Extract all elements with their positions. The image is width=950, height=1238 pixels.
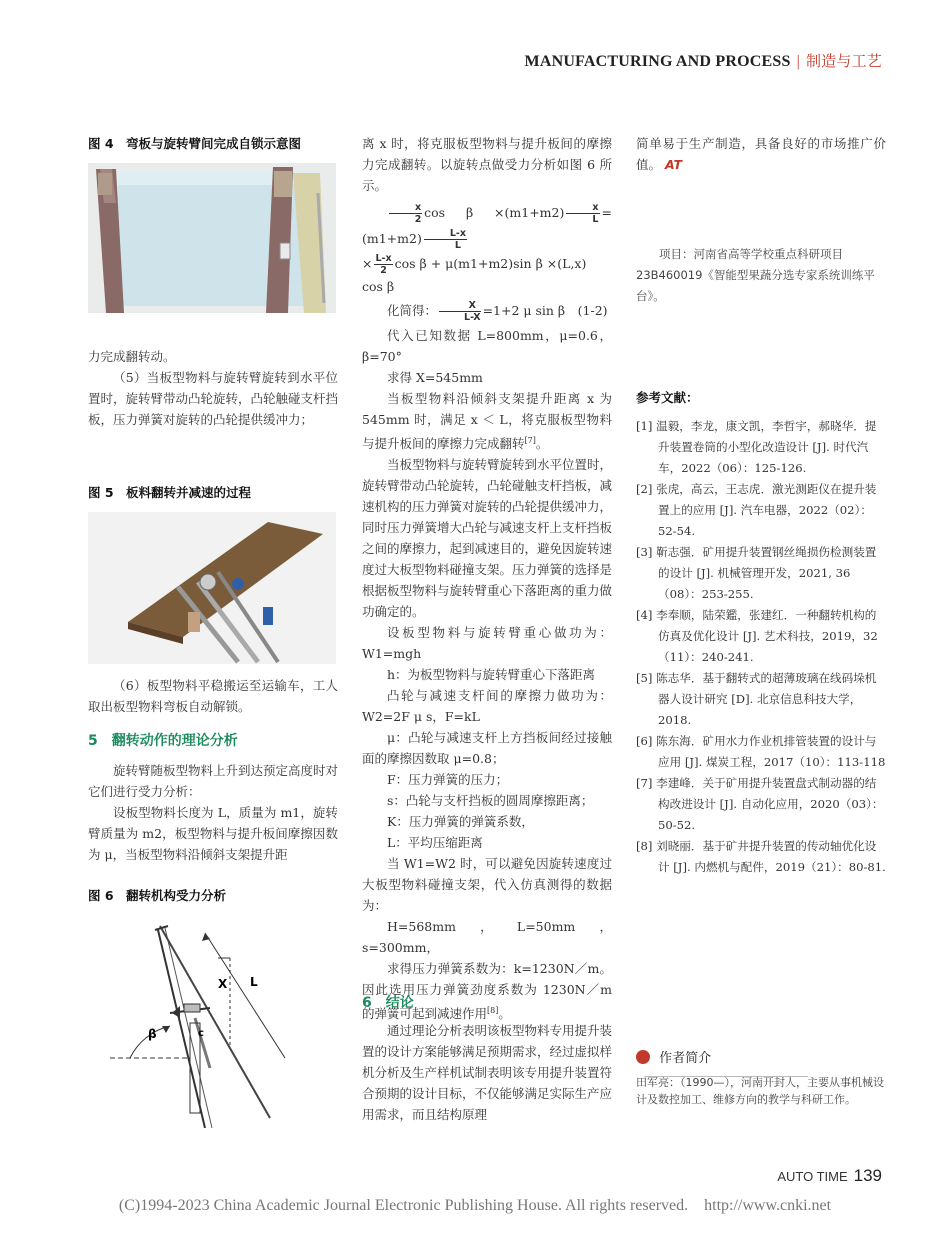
paragraph: 力完成翻转动。: [88, 349, 176, 364]
figure-5-image: [88, 512, 336, 664]
author-heading: 作者简介: [659, 1051, 712, 1066]
reference-item: [6] 陈东海．矿用水力作业机排管装置的设计与应用 [J]. 煤炭工程，2017（10）：113-118: [636, 734, 886, 769]
fraction: $\frac{L-x}{2}$: [375, 253, 392, 276]
column-1-body-b: [88, 675, 338, 717]
references-title: 参考文献：: [636, 390, 699, 405]
paragraph: 凸轮与减速支杆间的摩擦力做功为：W2=2F μ s，F=kL: [362, 688, 612, 725]
label-x: X: [218, 977, 228, 991]
equation-1: $\frac{x}{2}$ cos β ×(m1+m2) $\frac{x}{L}$ =(m1+m2) $\frac{L-x}{L}$: [362, 202, 612, 251]
header-separator: |: [796, 53, 800, 70]
fraction: $\frac{x}{2}$: [389, 202, 422, 225]
reference-item: [2] 张虎，高云，王志虎．激光测距仪在提升装置上的应用 [J]. 汽车电器，2022（02）：52-54.: [636, 482, 877, 538]
paragraph: 离 x 时，将克服板型物料与提升板间的摩擦力完成翻转。以旋转点做受力分析如图 6 所示。: [362, 136, 612, 193]
column-1-body-c: [88, 760, 338, 865]
end-mark-logo: AT: [665, 157, 683, 172]
paragraph: 简单易于生产制造，具备良好的市场推广价值。 AT: [636, 136, 886, 172]
section-5-heading: 5 翻转动作的理论分析: [88, 733, 238, 749]
reference-item: [8] 刘晓丽．基于矿井提升装置的传动轴优化设计 [J]. 内燃机与配件，2019（21）：80-81.: [636, 839, 886, 874]
label-l: L: [250, 975, 258, 989]
column-1: [88, 133, 338, 154]
paragraph: 设板型物料长度为 L，质量为 m1，旋转臂质量为 m2，板型物料与提升板间摩擦因数为 μ，当板型物料沿倾斜支架提升距: [88, 805, 338, 862]
label-beta: β: [148, 1027, 157, 1041]
reference-item: [5] 陈志华．基于翻转式的超薄玻璃在线码垛机器人设计研究 [D]. 北京信息科技大学，2018.: [636, 671, 877, 727]
journal-title-en: MANUFACTURING AND PROCESS: [524, 53, 791, 70]
column-3: [636, 133, 886, 175]
author-bio: 田军亮：（1990—），河南开封人，主要从事机械设计及数控加工、维修方向的教学与科研工作。: [636, 1076, 884, 1106]
reference-item: [3] 靳志强．矿用提升装置钢丝绳损伤检测装置的设计 [J]. 机械管理开发，2021, 36（08）：253-255.: [636, 545, 877, 601]
paragraph: 通过理论分析表明该板型物料专用提升装置的设计方案能够满足预期需求，经过虚拟样机分析及生产样机试制表明该专用提升装置符合预期的设计目标，不仅能够满足实际生产应用需求，而且结构原理: [362, 1023, 613, 1122]
paragraph: 求得 X=545mm: [387, 370, 483, 385]
author-icon: [636, 1050, 650, 1064]
magazine-name: AUTO TIME: [777, 1169, 848, 1184]
figure-6-diagram: [110, 918, 340, 1128]
page-footer: [777, 1166, 882, 1186]
column-1-body-a: [88, 346, 338, 430]
paragraph: 当 W1=W2 时，可以避免因旋转速度过大板型物料碰撞支架，代入仿真测得的数据为：: [362, 856, 612, 914]
paragraph: 当板型物料沿倾斜支架提升距离 x 为 545mm 时，满足 x ＜ L，将克服板型物料与提升板间的摩擦力完成翻转[7]。: [362, 391, 612, 452]
paragraph: （6）板型物料平稳搬运至运输车，工人取出板型物料弯板自动解锁。: [88, 678, 338, 714]
equation-2: 化简得： $\frac{X}{L-X}$ =1+2 μ sin β (1-2): [387, 300, 608, 323]
paragraph: μ：凸轮与减速支杆上方挡板间经过接触面的摩擦因数取 μ=0.8；: [362, 730, 612, 767]
journal-title-cn: 制造与工艺: [805, 52, 882, 70]
section-6-heading: 6 结论: [362, 995, 414, 1011]
project-note: 项目：河南省高等学校重点科研项目 23B460019《智能型果蔬分选专家系统训练平台》。: [636, 247, 875, 303]
references-list: [636, 416, 886, 878]
paragraph: s：凸轮与支杆挡板的圆周摩擦距离；: [387, 793, 594, 809]
paragraph: L：平均压缩距离: [387, 835, 483, 851]
paragraph: 当板型物料与旋转臂旋转到水平位置时，旋转臂带动凸轮旋转，凸轮碰触支杆挡板，减速机构的压力弹簧对旋转的凸轮提供缓冲力，同时压力弹簧增大凸轮与减速支杆上支杆挡板之间的摩擦力，起到减速目的，避免因旋转速度过大板型物料碰撞支架。压力弹簧的选择是根据板型物料与旋转臂重心下落距离的重力做功确定的。: [362, 457, 613, 620]
copyright-line: (C)1994-2023 China Academic Journal Electronic Publishing House. All rights reserved. http://www.cnki.net: [118, 1197, 832, 1214]
paragraph: h：为板型物料与旋转臂重心下落距离: [387, 667, 596, 683]
reference-item: [1] 温毅，李龙，康文凯，李哲宇，郝晓华．提升装置卷筒的小型化改造设计 [J]. 时代汽车，2022（06）：125-126.: [636, 419, 877, 475]
fraction: $\frac{L-x}{L}$: [424, 228, 467, 251]
figure-6-caption: 图 6 翻转机构受力分析: [88, 888, 227, 903]
reference-item: [7] 李建峰．关于矿用提升装置盘式制动器的结构改进设计 [J]. 自动化应用，2020（03）：50-52.: [636, 776, 884, 832]
figure-4-image: [88, 163, 336, 313]
equation-1-line-3: cos β: [362, 279, 395, 294]
equation-1-line-2: × $\frac{L-x}{2}$ cos β + μ(m1+m2)sin β ×(L,x): [362, 253, 587, 276]
paragraph: 旋转臂随板型物料上升到达预定高度时对它们进行受力分析：: [88, 763, 339, 799]
paragraph: 求得压力弹簧系数为：k=1230N／m。因此选用压力弹簧劲度系数为 1230N／m 的弹簧可起到减速作用[8]。: [362, 961, 612, 1022]
paragraph: H=568mm，L=50mm，s=300mm，: [362, 919, 612, 956]
paragraph: 代入已知数据 L=800mm，μ=0.6，β=70°: [362, 328, 612, 364]
reference-item: [4] 李奉顺，陆荣鑑，张建红．一种翻转机构的仿真及优化设计 [J]. 艺术科技，2019，32（11）：240-241.: [636, 608, 878, 664]
fraction: $\frac{x}{L}$: [566, 202, 599, 225]
paragraph: K：压力弹簧的弹簧系数，: [387, 814, 534, 830]
author-section-header: [636, 1046, 886, 1066]
column-2: [362, 133, 612, 1024]
figure-4-caption: 图 4 弯板与旋转臂间完成自锁示意图: [88, 136, 302, 151]
column-2-body-b: [362, 1020, 612, 1125]
paragraph: 设板型物料与旋转臂重心做功为：W1=mgh: [362, 625, 612, 662]
paragraph: （5）当板型物料与旋转臂旋转到水平位置时，旋转臂带动凸轮旋转，凸轮触碰支杆挡板，压力弹簧对旋转的凸轮提供缓冲力；: [88, 370, 339, 427]
figure-5-caption: 图 5 板料翻转并减速的过程: [88, 485, 252, 500]
page-number: 139: [853, 1166, 882, 1185]
paragraph: F：压力弹簧的压力；: [387, 772, 509, 788]
label-c: c: [198, 1028, 204, 1039]
fraction: $\frac{X}{L-X}$: [439, 300, 481, 323]
running-header: [525, 50, 882, 71]
